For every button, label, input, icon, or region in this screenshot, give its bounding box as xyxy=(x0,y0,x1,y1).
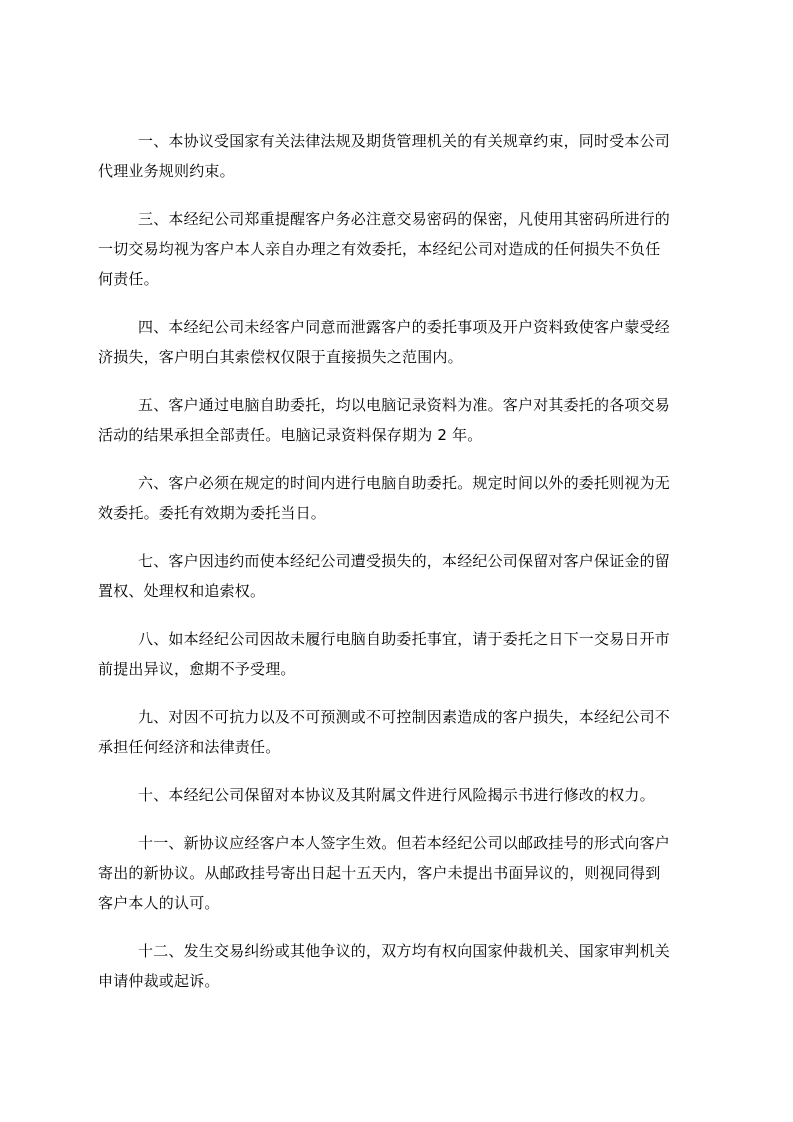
clause-5 xyxy=(98,390,701,450)
clause-line: 十、本经纪公司保留对本协议及其附属文件进行风险揭示书进行修改的权力。 xyxy=(138,786,655,804)
clause-10 xyxy=(98,780,701,810)
clause-line: 十一、新协议应经客户本人签字生效。但若本经纪公司以邮政挂号的形式向客户 xyxy=(138,834,671,852)
clause-line: 七、客户因违约而使本经纪公司遭受损失的，本经纪公司保留对客户保证金的留 xyxy=(138,552,671,570)
clause-line: 八、如本经纪公司因故未履行电脑自助委托事宜，请于委托之日下一交易日开市 xyxy=(138,630,671,648)
clause-line: 三、本经纪公司郑重提醒客户务必注意交易密码的保密，凡使用其密码所进行的 xyxy=(138,210,671,228)
clause-line: 承担任何经济和法律责任。 xyxy=(98,738,281,756)
clause-line: 活动的结果承担全部责任。电脑记录资料保存期为 2 年。 xyxy=(98,426,483,444)
clause-4 xyxy=(98,312,701,372)
clause-line: 代理业务规则约束。 xyxy=(98,162,235,180)
clause-line: 何责任。 xyxy=(98,270,159,288)
clause-1 xyxy=(98,126,701,186)
clause-line: 客户本人的认可。 xyxy=(98,894,220,912)
clause-line: 五、客户通过电脑自助委托，均以电脑记录资料为准。客户对其委托的各项交易 xyxy=(138,396,671,414)
clause-line: 寄出的新协议。从邮政挂号寄出日起十五天内，客户未提出书面异议的，则视同得到 xyxy=(98,864,661,882)
clause-line: 一切交易均视为客户本人亲自办理之有效委托，本经纪公司对造成的任何损失不负任 xyxy=(98,240,661,258)
clause-12 xyxy=(98,936,701,996)
clause-3 xyxy=(98,204,701,294)
clause-line: 济损失，客户明白其索偿权仅限于直接损失之范围内。 xyxy=(98,348,463,366)
clause-9 xyxy=(98,702,701,762)
clause-line: 置权、处理权和追索权。 xyxy=(98,582,266,600)
clause-line: 四、本经纪公司未经客户同意而泄露客户的委托事项及开户资料致使客户蒙受经 xyxy=(138,318,671,336)
clause-11 xyxy=(98,828,701,918)
document-page xyxy=(98,126,701,1014)
clause-line: 九、对因不可抗力以及不可预测或不可控制因素造成的客户损失，本经纪公司不 xyxy=(138,708,671,726)
clause-line: 效委托。委托有效期为委托当日。 xyxy=(98,504,327,522)
clause-line: 一、本协议受国家有关法律法规及期货管理机关的有关规章约束，同时受本公司 xyxy=(138,132,671,150)
clause-6 xyxy=(98,468,701,528)
clause-line: 申请仲裁或起诉。 xyxy=(98,972,220,990)
clause-line: 六、客户必须在规定的时间内进行电脑自助委托。规定时间以外的委托则视为无 xyxy=(138,474,671,492)
clause-8 xyxy=(98,624,701,684)
clause-line: 十二、发生交易纠纷或其他争议的，双方均有权向国家仲裁机关、国家审判机关 xyxy=(138,942,671,960)
clause-7 xyxy=(98,546,701,606)
clause-line: 前提出异议，愈期不予受理。 xyxy=(98,660,296,678)
